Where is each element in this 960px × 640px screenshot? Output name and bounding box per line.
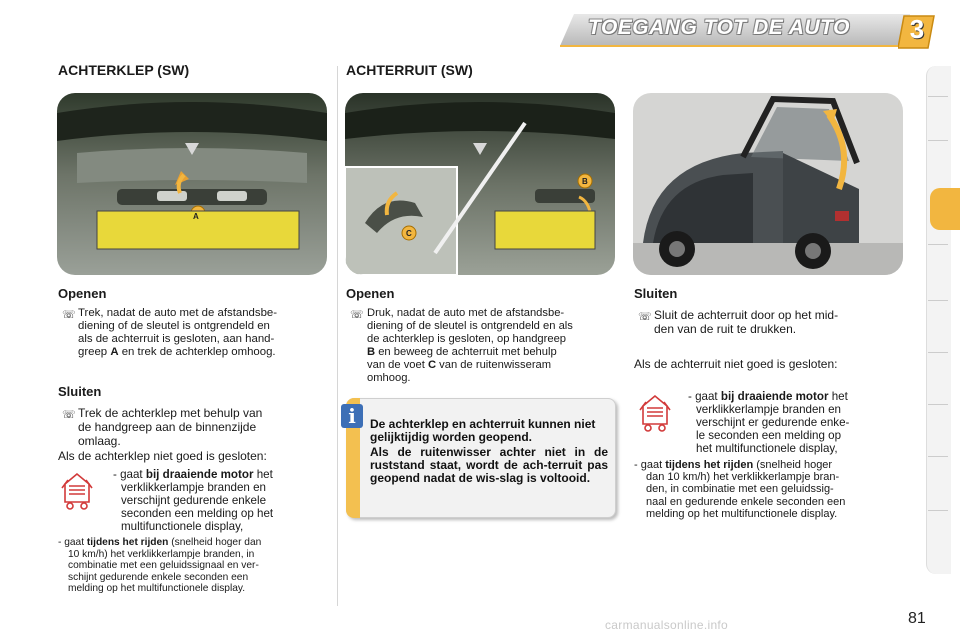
text-line [367,359,616,372]
chapter-number: 3 [909,14,925,44]
text-fragment: (snelheid hoger dan [168,537,262,548]
text-line [367,346,616,359]
heading-openen-middle: Openen [346,286,395,301]
tab-divider [928,456,948,457]
text-line: schijnt gedurende enkele seconden een [68,571,249,583]
text-line [58,537,327,549]
text-fragment: - gaat [58,537,87,548]
text-line: Trek de achterklep met behulp van [78,406,263,420]
section-title-achterruit: ACHTERRUIT (SW) [346,62,473,78]
key-label: A [110,346,119,358]
text-fragment: van de ruitenwisseram [436,359,552,371]
text-fragment: het [253,468,273,481]
heading-sluiten-right: Sluiten [634,286,678,301]
photo-label-b: B [582,177,588,186]
photo-label-c: C [406,229,412,238]
key-label: B [367,346,376,358]
text-line: den, in combinatie met een geluidssig- [646,483,834,496]
text-fragment: - gaat [113,468,146,481]
info-text-1: De achterklep en achterruit kunnen niet gelijktijdig worden geopend. [370,417,596,444]
heading-openen-left: Openen [58,286,107,301]
page-title: TOEGANG TOT DE AUTO [588,16,850,39]
text-line: diening of de sleutel is ontgrendeld en als [367,320,573,332]
page-number: 81 [908,610,926,627]
text-dash2-left [58,537,327,595]
text-line: naal en gedurende enkele seconden een [646,495,846,508]
text-line [634,459,904,471]
tab-divider [928,96,948,97]
photo-tailgate-handle [57,93,327,275]
key-label: bij draaiende motor [145,468,254,481]
text-dash1-right [688,390,904,455]
open-door-warning-icon [636,392,674,434]
text-line: melding op het multifunctionele display. [68,583,246,594]
phone-bullet-icon: ☏ [638,311,652,323]
text-fragment: en beweeg de achterruit met behulp [375,346,557,358]
text-openen-left [78,307,326,359]
tab-divider [928,352,948,353]
text-line: le seconden een melding op [696,429,842,442]
text-line: seconden een melding op het [121,507,274,520]
info-icon: i [341,404,363,428]
text-line: Trek, nadat de auto met de afstandsbe- [78,307,278,319]
tab-divider [928,404,948,405]
text-intro-right: Als de achterruit niet goed is gesloten: [634,357,838,371]
text-line: diening of de sleutel is ontgrendeld en [78,320,270,332]
text-line: als de achterruit is gesloten, aan hand- [78,333,275,345]
text-fragment: en trek de achterklep omhoog. [118,346,276,358]
text-line [688,390,904,403]
text-line: melding op het multifunctionele display. [646,507,838,520]
text-line: de achterklep is gesloten, op handgreep [367,333,567,345]
chapter-tab-active[interactable] [930,188,960,230]
text-line: de handgreep aan de binnenzijde [78,420,257,434]
text-line [78,346,326,359]
open-door-warning-icon [58,470,96,512]
key-label: C [427,359,437,371]
text-line: den van de ruit te drukken. [654,322,797,336]
text-fragment: (snelheid hoger [753,459,833,471]
text-line: Sluit de achterruit door op het mid- [654,308,839,322]
text-line: verklikkerlampje branden en [121,481,266,494]
text-openen-middle [367,307,616,385]
photo-rear-window-handle [345,93,615,275]
photo-rear-window-open [633,93,903,275]
heading-sluiten-left: Sluiten [58,384,102,399]
text-fragment: van de voet [367,359,428,371]
tab-divider [928,244,948,245]
text-line: verklikkerlampje branden en [696,403,841,416]
watermark: carmanualsonline.info [605,618,729,632]
text-line: omhoog. [367,372,411,384]
text-line: verschijnt gedurende enkele [121,494,267,507]
text-fragment: - gaat [634,459,666,471]
text-line: verschijnt er gedurende enke- [696,416,850,429]
text-fragment: greep [78,346,111,358]
phone-bullet-icon: ☏ [62,309,76,321]
chapter-tab-strip [926,66,951,574]
info-text-2: Als de ruitenwisser achter niet in de ruststand staat, wordt de ach-terruit pas geopend nadat de wis-slag is voltooid. [370,445,608,485]
text-line: dan 10 km/h) het verklikkerlampje bran- [646,471,840,484]
photo-label-a: A [193,212,199,221]
text-sluiten-right [654,308,904,336]
tab-divider [928,300,948,301]
text-dash2-right [634,459,904,520]
text-line [113,468,327,481]
tab-divider [928,140,948,141]
key-label: tijdens het rijden [665,459,754,471]
phone-bullet-icon: ☏ [350,309,364,321]
text-dash1-left [113,468,327,533]
section-title-achterklep: ACHTERKLEP (SW) [58,62,190,78]
text-fragment: - gaat [688,390,721,403]
text-line: Druk, nadat de auto met de afstandsbe- [367,307,565,319]
text-line: combinatie met een geluidssignaal en ver- [68,560,259,571]
text-sluiten-left [78,406,326,448]
key-label: bij draaiende motor [720,390,829,403]
text-line: 10 km/h) het verklikkerlampje branden, in [68,548,255,560]
text-line: het multifunctionele display, [696,442,838,455]
text-fragment: het [828,390,848,403]
text-line: omlaag. [78,434,121,448]
text-line: multifunctionele display, [121,520,244,533]
phone-bullet-icon: ☏ [62,409,76,421]
column-divider [337,66,338,606]
text-intro-left: Als de achterklep niet goed is gesloten: [58,449,267,463]
key-label: tijdens het rijden [86,537,169,548]
tab-divider [928,510,948,511]
